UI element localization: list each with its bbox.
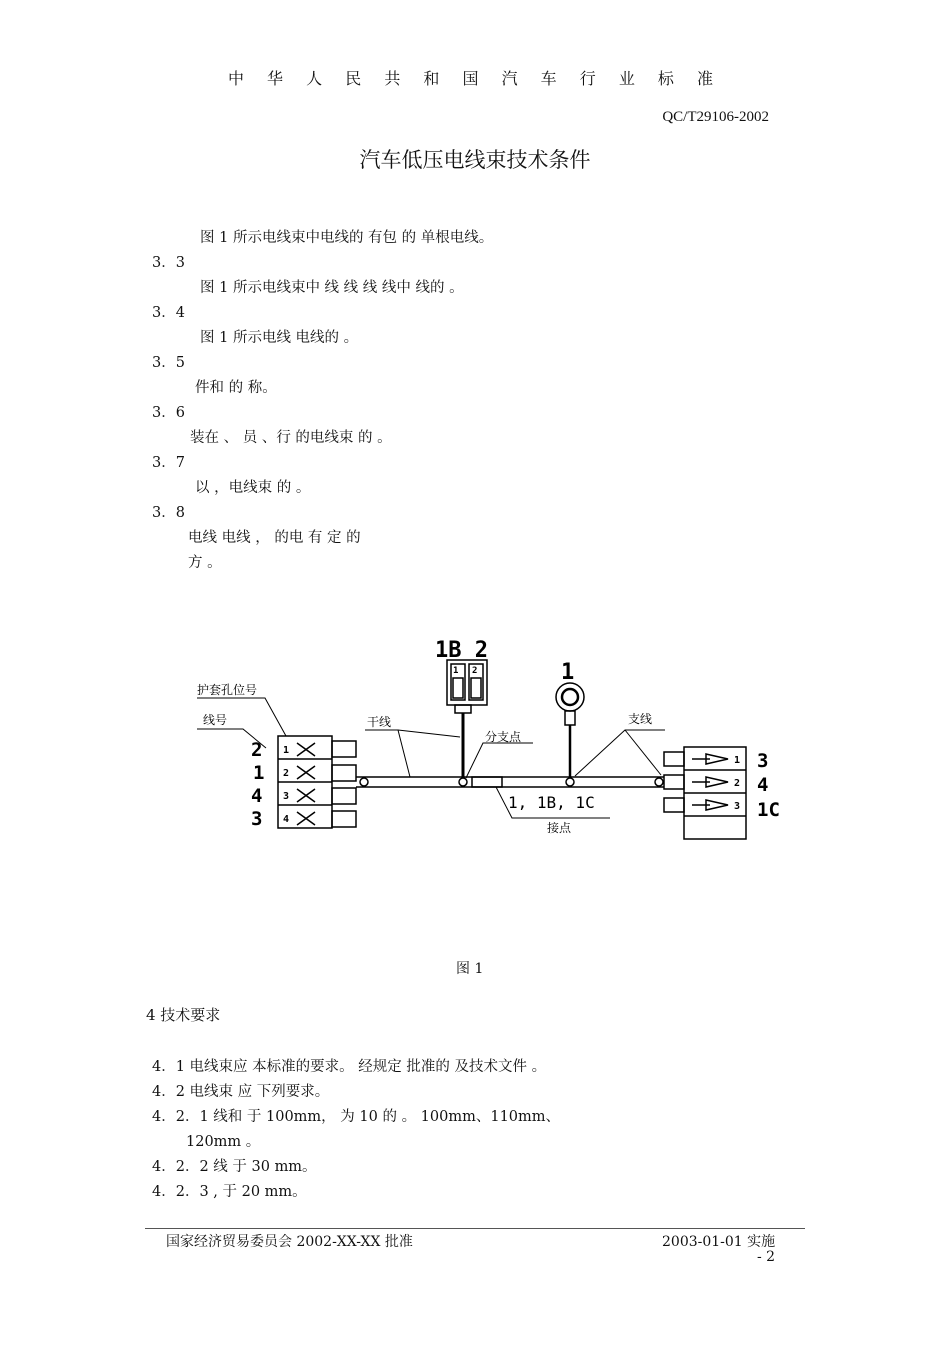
hole-number: 1 <box>734 755 741 766</box>
hole-number: 1 <box>283 745 290 756</box>
label-wire-number: 线号 <box>203 713 228 727</box>
label-joint-ids: 1, 1B, 1C <box>508 793 595 812</box>
section-heading: 4 技术要求 <box>146 1006 221 1024</box>
requirement-line: 4．2．2 线 于 30 mm。 <box>152 1159 317 1175</box>
definition-line: 方 。 <box>188 555 222 571</box>
document-title: 汽车低压电线束技术条件 <box>359 148 591 172</box>
footer-effective-date: 2003-01-01 实施 <box>662 1234 776 1250</box>
footer-divider <box>145 1228 805 1229</box>
wire-number: 1 <box>253 762 265 784</box>
requirement-line: 120mm 。 <box>186 1134 261 1150</box>
definition-line: 图 1 所示电线 电线的 。 <box>200 330 359 346</box>
definition-line: 装在 、 员 、行 的电线束 的 。 <box>190 430 392 446</box>
wire-number: 3 <box>251 808 263 830</box>
pin-label: 2 <box>472 666 478 676</box>
section-number: 3．5 <box>152 355 185 371</box>
pin-label: 1 <box>453 666 459 676</box>
section-number: 3．6 <box>152 405 185 421</box>
hole-number: 2 <box>734 778 741 789</box>
section-number: 3．4 <box>152 305 185 321</box>
requirement-line: 4．2．1 线和 于 100mm， 为 10 的 。 100mm、110mm、 <box>152 1109 561 1125</box>
wire-number: 3 <box>757 750 769 772</box>
requirement-line: 4．2．3 , 于 20 mm。 <box>152 1184 307 1200</box>
hole-number: 4 <box>283 814 290 825</box>
section-number: 3．8 <box>152 505 185 521</box>
page-number: - 2 <box>757 1249 776 1265</box>
figure-caption: 图 1 <box>456 961 484 977</box>
definition-line: 图 1 所示电线束中电线的 有包 的 单根电线。 <box>200 230 494 246</box>
wire-number: 4 <box>757 774 769 796</box>
label-joint: 接点 <box>547 821 572 835</box>
label-trunk: 干线 <box>367 715 392 729</box>
wiring-harness-diagram <box>0 630 950 850</box>
requirement-line: 4．2 电线束 应 下列要求。 <box>152 1084 330 1100</box>
hole-number: 2 <box>283 768 290 779</box>
definition-line: 件和 的 称。 <box>195 380 277 396</box>
wire-number: 1C <box>757 799 780 821</box>
footer-approval: 国家经济贸易委员会 2002-XX-XX 批准 <box>166 1234 413 1250</box>
definition-line: 以 ，电线束 的 。 <box>195 480 311 496</box>
label-1b2: 1B 2 <box>435 638 488 663</box>
ring-terminal-label: 1 <box>561 660 575 685</box>
label-sheath-hole: 护套孔位号 <box>197 683 258 697</box>
standard-code: QC/T29106-2002 <box>662 109 769 125</box>
wire-number: 4 <box>251 785 263 807</box>
label-branch-point: 分支点 <box>485 730 522 744</box>
standard-name: 中 华 人 民 共 和 国 汽 车 行 业 标 准 <box>227 69 723 88</box>
section-number: 3．7 <box>152 455 185 471</box>
definition-line: 电线 电线 ， 的电 有 定 的 <box>188 530 361 546</box>
definition-line: 图 1 所示电线束中 线 线 线 线中 线的 。 <box>200 280 464 296</box>
hole-number: 3 <box>734 801 741 812</box>
wire-number: 2 <box>251 739 263 761</box>
requirement-line: 4．1 电线束应 本标准的要求。 经规定 批准的 及技术文件 。 <box>152 1059 547 1075</box>
label-branch: 支线 <box>628 712 653 726</box>
hole-number: 3 <box>283 791 290 802</box>
section-number: 3．3 <box>152 255 185 271</box>
